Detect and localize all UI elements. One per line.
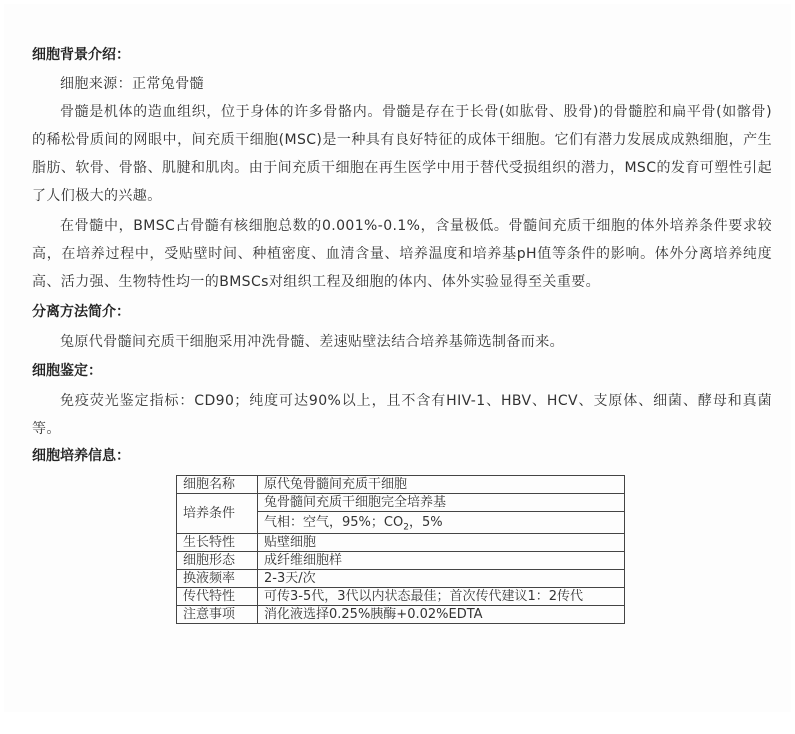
isolation-text: 兔原代骨髓间充质干细胞采用冲洗骨髓、差速贴壁法结合培养基筛选制备而来。	[60, 334, 564, 350]
table-row	[177, 552, 625, 570]
background-paragraph-1: 骨髓是机体的造血组织，位于身体的许多骨骼内。骨髓是存在于长骨(如肱骨、股骨)的骨髓腔和扁平骨(如髂骨)的稀松骨质间的网眼中，间充质干细胞(MSC)是一种具有良好特征的成体干细胞。它们有潜力发展成成熟细胞，产生脂肪、软骨、骨骼、肌腱和肌肉。由于间充质干细胞在再生医学中用于替代受损组织的潜力，MSC的发育可塑性引起了人们极大的兴趣。	[32, 104, 772, 204]
table-value: 2-3天/次	[258, 570, 625, 588]
table-value: 贴壁细胞	[258, 534, 625, 552]
table-value: 兔骨髓间充质干细胞完全培养基	[258, 494, 625, 512]
table-row	[177, 570, 625, 588]
table-key: 传代特性	[177, 588, 258, 606]
page-background	[4, 4, 791, 712]
culture-info-table	[176, 475, 625, 624]
table-key: 培养条件	[177, 494, 258, 534]
table-row	[177, 588, 625, 606]
background-paragraph-2: 在骨髓中，BMSC占骨髓有核细胞总数的0.001%-0.1%，含量极低。骨髓间充质干细胞的体外培养条件要求较高，在培养过程中，受贴壁时间、种植密度、血清含量、培养温度和培养基pH值等条件的影响。体外分离培养纯度高、活力强、生物特性均一的BMSCs对组织工程及细胞的体内、体外实验显得至关重要。	[32, 218, 772, 290]
table-key: 生长特性	[177, 534, 258, 552]
table-key: 注意事项	[177, 606, 258, 624]
identification-heading: 细胞鉴定：	[32, 363, 102, 379]
identification-text: 免疫荧光鉴定指标：CD90；纯度可达90%以上，且不含有HIV-1、HBV、HCV、支原体、细菌、酵母和真菌等。	[32, 393, 772, 437]
table-key: 细胞名称	[177, 476, 258, 494]
table-row	[177, 534, 625, 552]
background-heading: 细胞背景介绍：	[32, 47, 130, 63]
table-key: 换液频率	[177, 570, 258, 588]
table-value: 可传3-5代，3代以内状态最佳；首次传代建议1：2传代	[258, 588, 625, 606]
culture-heading: 细胞培养信息：	[32, 448, 130, 464]
table-key: 细胞形态	[177, 552, 258, 570]
table-value: 成纤维细胞样	[258, 552, 625, 570]
table-value-gas: 气相：空气，95%；$CO_2$，5%	[258, 512, 625, 534]
article-content	[32, 44, 772, 467]
table-value: 消化液选择0.25%胰酶+0.02%EDTA	[258, 606, 625, 624]
cell-source: 细胞来源：正常兔骨髓	[60, 76, 204, 92]
table-row	[177, 606, 625, 624]
table-row	[177, 494, 625, 512]
table-row	[177, 476, 625, 494]
table-value: 原代兔骨髓间充质干细胞	[258, 476, 625, 494]
isolation-heading: 分离方法简介：	[32, 304, 130, 320]
